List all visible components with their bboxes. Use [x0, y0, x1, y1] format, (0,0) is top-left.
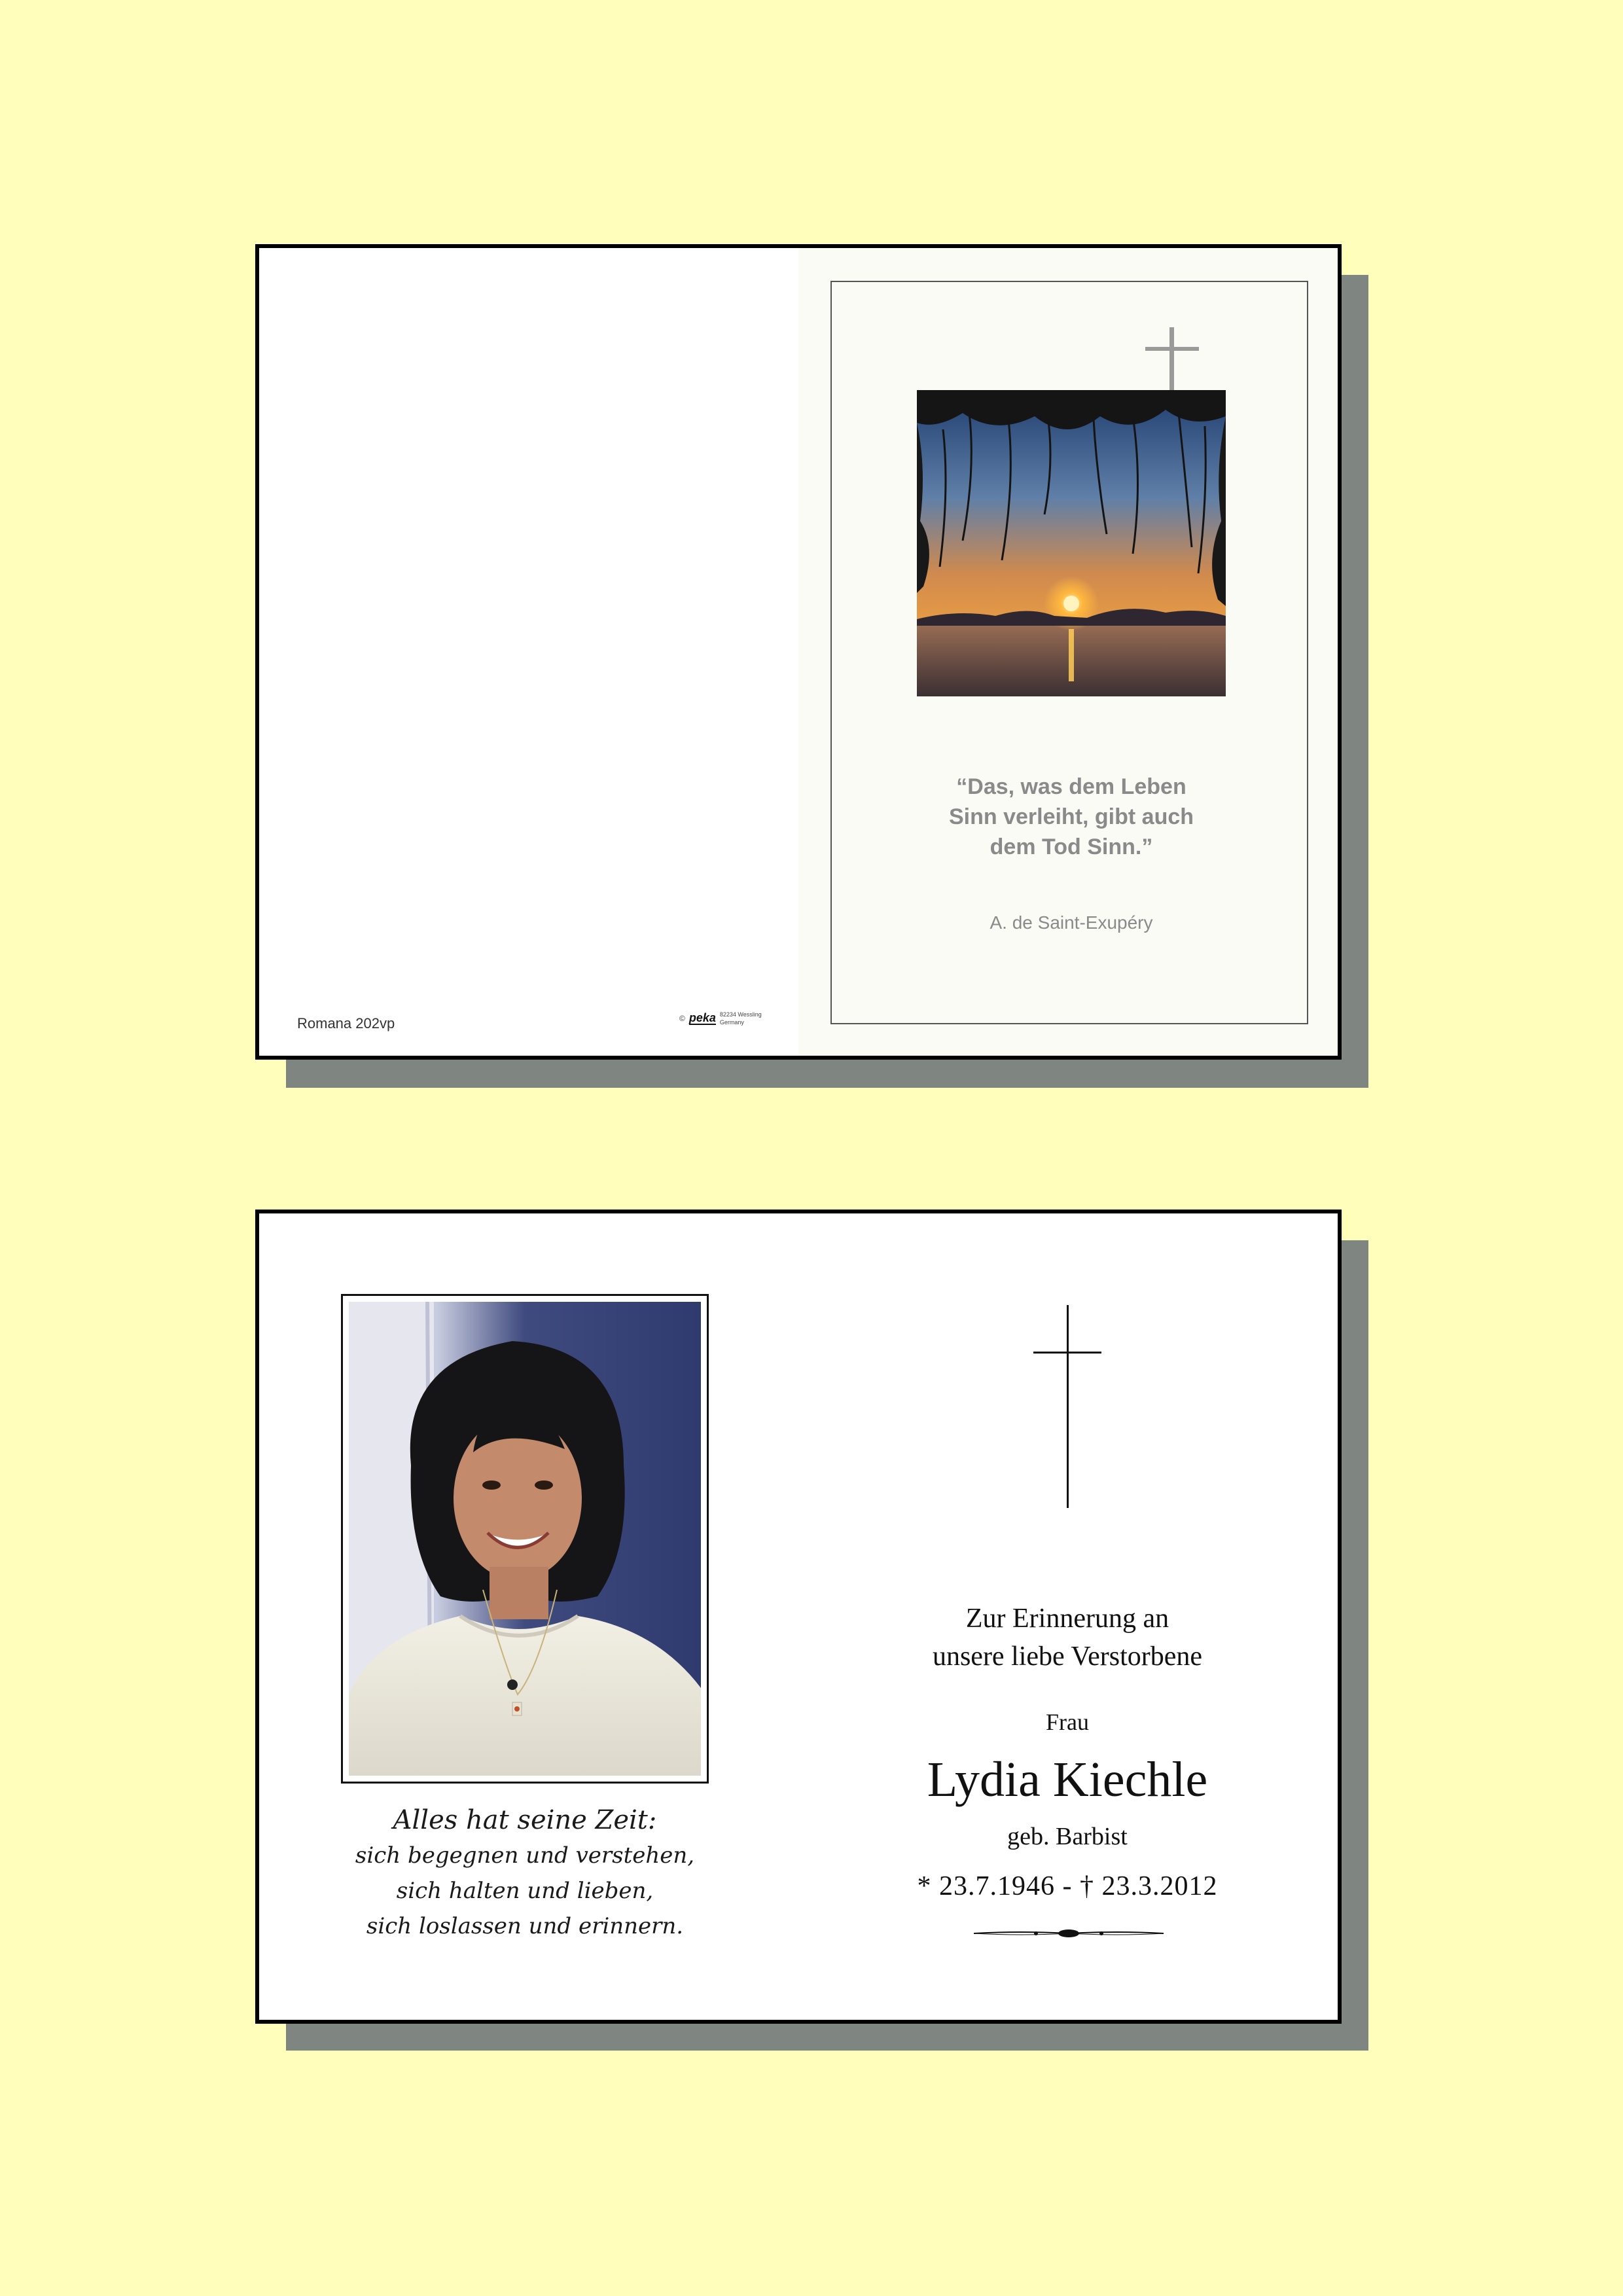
ornament-divider-icon [974, 1927, 1164, 1940]
publisher-address-line2: Germany [719, 1019, 744, 1026]
publisher-imprint [679, 1011, 762, 1026]
card-back-panel [259, 248, 798, 1056]
publisher-address-line1: 82234 Wessling [719, 1011, 762, 1018]
cross-icon [1033, 1305, 1101, 1508]
card-outside [255, 244, 1342, 1060]
deceased-name: Lydia Kiechle [927, 1752, 1208, 1807]
quote-text: “Das, was dem Leben Sinn verleiht, gibt auch dem Tod Sinn.” [948, 774, 1194, 859]
intro-line: unsere liebe Verstorbene [932, 1641, 1203, 1672]
deceased-birth-name: geb. Barbist [1007, 1823, 1128, 1850]
life-dates: * 23.7.1946 - † 23.3.2012 [917, 1871, 1218, 1901]
product-code: Romana 202vp [297, 1015, 395, 1031]
poem-line: sich begegnen und verstehen, [355, 1842, 695, 1869]
portrait-photo [349, 1302, 701, 1776]
sunset-photo [917, 390, 1226, 696]
portrait-frame [341, 1294, 709, 1784]
deceased-title: Frau [1046, 1709, 1089, 1735]
poem-line: sich loslassen und erinnern. [366, 1913, 684, 1939]
publisher-address [720, 1011, 762, 1026]
memorial-intro [874, 1600, 1260, 1676]
poem-line: sich halten und lieben, [396, 1878, 654, 1904]
card-inside [255, 1210, 1342, 2024]
publisher-prefix: © [679, 1014, 685, 1023]
poem [338, 1803, 712, 1944]
poem-line: Alles hat seine Zeit: [393, 1805, 657, 1835]
intro-line: Zur Erinnerung an [965, 1604, 1169, 1634]
publisher-logo: peka [688, 1011, 716, 1024]
quote-author: A. de Saint-Exupéry [990, 912, 1153, 933]
